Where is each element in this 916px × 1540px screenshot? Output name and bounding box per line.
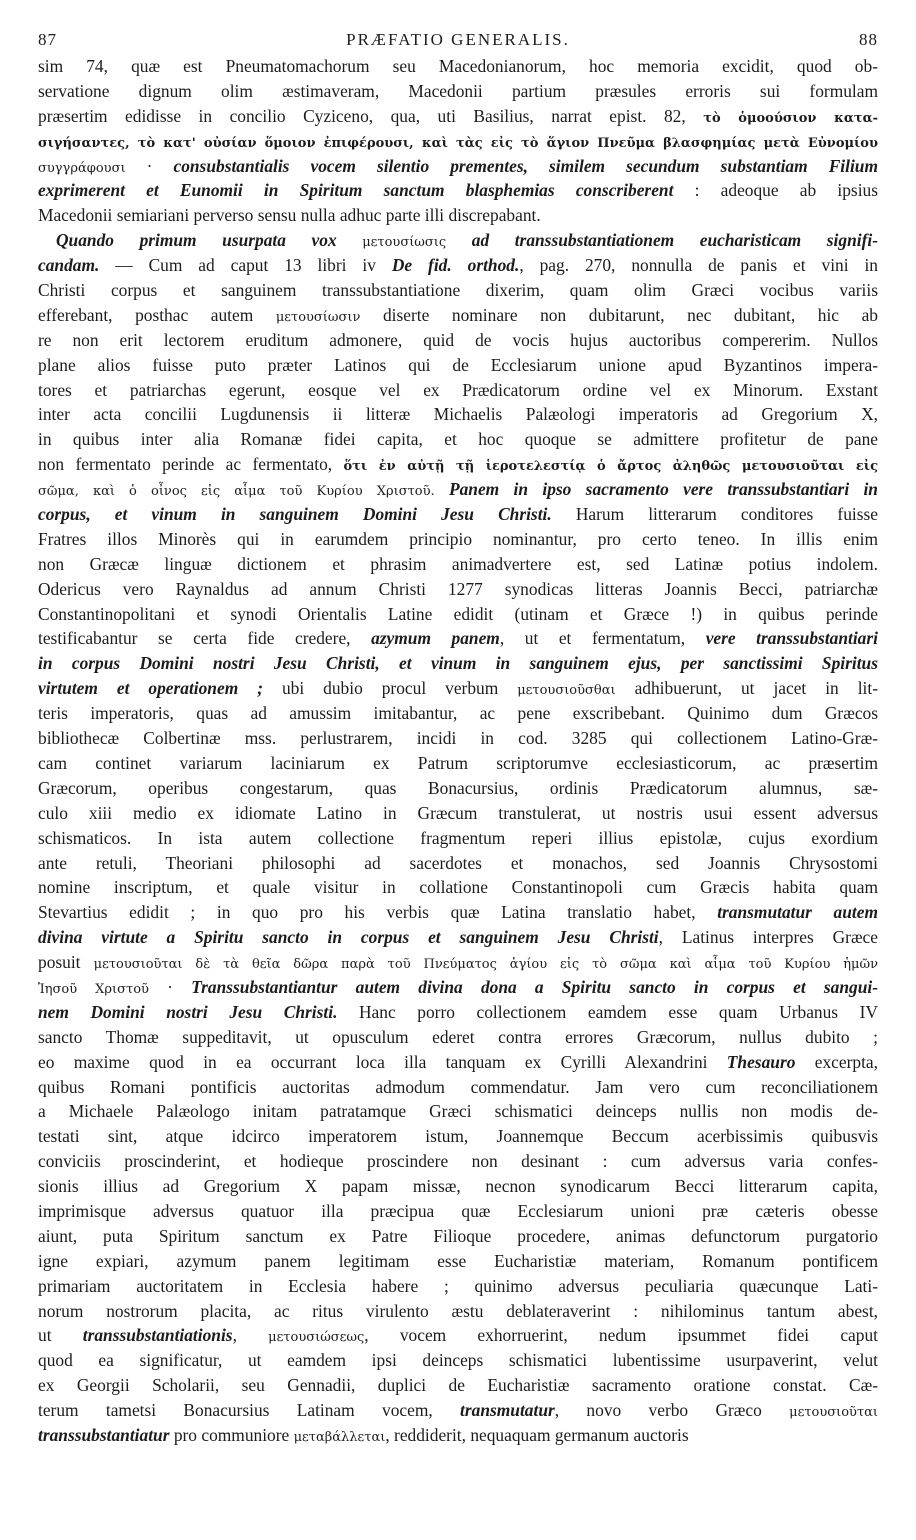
italic-run: vere transsubstantiari	[705, 628, 878, 649]
italic-run: transsubstantiatur	[38, 1424, 170, 1445]
text-line	[38, 1050, 878, 1075]
text-run: Odericus vero Raynaldus ad annum Christi 1277 synodicas litteras Joannis Becci, patriarchæ	[38, 578, 878, 599]
text-run: sancto Thomæ suppeditavit, ut opusculum ederet contra errores Græcorum, nullus dubito ;	[38, 1026, 878, 1047]
text-run: servatione dignum olim æstimaveram, Macedonii partium præsules erroris sui formulam	[38, 80, 878, 101]
text-run: ·	[125, 155, 174, 176]
text-line	[38, 1199, 878, 1224]
text-line	[38, 701, 878, 726]
greek-run: μετουσιοῦται δὲ τὰ θεῖα δῶρα παρὰ τοῦ Πνεύματος ἁγίου εἰς τὸ σῶμα καὶ αἷμα τοῦ Κυρίου ἡμῶν	[93, 957, 878, 973]
text-run: , reddiderit, nequaquam germanum auctoris	[385, 1424, 689, 1445]
text-run: sionis illius ad Gregorium X papam missæ, necnon synodicarum Becci litterarum capita,	[38, 1176, 878, 1197]
text-line	[38, 900, 878, 925]
text-line	[38, 1274, 878, 1299]
text-run: — Cum ad caput 13 libri iv	[99, 255, 392, 276]
text-line	[38, 79, 878, 104]
text-run: pro communiore	[169, 1424, 294, 1445]
text-line	[38, 626, 878, 651]
text-run: culo xiii medio ex idiomate Latino in Græcum transtulerat, ut nostris usui essent adversus	[38, 802, 878, 823]
text-run: quibus Romani pontificis auctoritas admodum commendatur. Jam vero cum reconciliationem	[38, 1076, 878, 1097]
text-run: quod ea significatur, ut eamdem ipsi deinceps schismatici lubentissime usurpaverint, velut	[38, 1350, 878, 1371]
text-run: testificabantur se certa fide credere,	[38, 628, 372, 649]
text-line	[38, 950, 878, 975]
text-run: sim 74, quæ est Pneumatomachorum seu Macedonianorum, hoc memoria excidit, quod ob-	[38, 56, 878, 76]
italic-run: ad transsubstantiationem eucharisticam signifi-	[446, 230, 878, 251]
italic-run: corpus, et vinum in sanguinem Domini Jesu Christi.	[38, 504, 552, 525]
greek-run: σιγήσαντες, τὸ κατ' οὐσίαν ὅμοιον ἐπιφέρουσι, καὶ τὰς εἰς τὸ ἅγιον Πνεῦμα βλασφημίας μετὰ Εὐνομίου	[38, 135, 878, 151]
text-line	[38, 129, 878, 154]
text-line	[38, 203, 878, 228]
text-run: Macedonii semiariani perverso sensu nulla adhuc parte illi discrepabant.	[38, 205, 541, 226]
text-run: re non erit lectorem eruditum admonere, quid de vocis hujus auctoribus compererim. Nullos	[38, 329, 878, 350]
greek-run: Ἰησοῦ Χριστοῦ	[38, 981, 149, 997]
text-line	[38, 1075, 878, 1100]
text-run: Fratres illos Minorès qui in earumdem principio nominantur, pro certo teneo. In illis enim	[38, 528, 878, 549]
greek-run: μετουσιώσεως	[268, 1330, 365, 1346]
text-line	[38, 726, 878, 751]
text-run: , ut et fermentatum,	[499, 628, 706, 649]
text-line	[38, 1224, 878, 1249]
text-line	[38, 1149, 878, 1174]
text-run: Christi corpus et sanguinem transsubstantiatione dixerim, quam olim Græci vocibus variis	[38, 280, 878, 301]
running-header	[38, 30, 878, 52]
text-run: plane alios fuisse puto præter Latinos qui de Ecclesiarum unione apud Byzantinos impera-	[38, 354, 878, 375]
text-line	[38, 1000, 878, 1025]
text-line	[38, 602, 878, 627]
greek-run: μεταβάλλεται	[293, 1429, 386, 1445]
text-line	[38, 751, 878, 776]
text-line	[38, 402, 878, 427]
text-run: cam continet variarum laciniarum ex Patrum scriptorumve ecclesiasticorum, ac præsertim	[38, 752, 878, 773]
text-line	[38, 278, 878, 303]
page-number-right: 88	[858, 30, 878, 49]
italic-run: transsubstantiationis	[82, 1325, 233, 1346]
text-body	[38, 54, 878, 1448]
text-run: Harum litterarum conditores fuisse	[551, 504, 878, 525]
text-run: , vocem exhorruerint, nedum ipsummet fidei caput	[364, 1325, 878, 1346]
text-line	[38, 104, 878, 129]
text-line	[38, 1249, 878, 1274]
text-line	[38, 1099, 878, 1124]
text-line	[38, 875, 878, 900]
text-line	[38, 851, 878, 876]
greek-run: μετουσιοῦσθαι	[517, 683, 616, 699]
greek-run: μετουσίωσιν	[275, 309, 361, 325]
text-run: eo maxime quod in ea occurrant loca illa tanquam ex Cyrilli Alexandrini	[38, 1051, 727, 1072]
text-run: terum tametsi Bonacursius Latinam vocem,	[38, 1400, 461, 1421]
text-run: ,	[232, 1325, 269, 1346]
text-line	[38, 1348, 878, 1373]
text-run: , Latinus interpres Græce	[658, 927, 878, 948]
greek-run: μετουσίωσις	[362, 235, 447, 251]
text-run: ut	[38, 1325, 83, 1346]
text-line	[38, 178, 878, 203]
text-line	[38, 1174, 878, 1199]
text-run: primariam auctoritatem in Ecclesia habere ; quinimo adversus peculiaria quæcunque Lati-	[38, 1275, 878, 1296]
text-run: Hanc porro collectionem eamdem esse quam Urbanus IV	[337, 1001, 878, 1022]
greek-run: συγγράφουσι	[38, 160, 126, 176]
text-run: Græcorum, operibus congestarum, quas Bonacursius, ordinis Prædicatorum alumnus, sæ-	[38, 777, 878, 798]
text-line	[38, 826, 878, 851]
greek-run: σῶμα, καὶ ὁ οἶνος εἰς αἷμα τοῦ Κυρίου Χριστοῦ.	[38, 484, 435, 500]
text-line	[38, 552, 878, 577]
italic-run: De fid. orthod.	[391, 255, 520, 276]
text-line	[38, 154, 878, 179]
text-line	[38, 925, 878, 950]
text-line	[38, 1323, 878, 1348]
text-line	[38, 1373, 878, 1398]
text-line	[38, 975, 878, 1000]
text-line	[38, 1299, 878, 1324]
text-run: bibliothecæ Colbertinæ mss. perlustrarem, incidi in cod. 3285 qui collectionem Latino-Græ-	[38, 728, 878, 749]
text-line	[38, 1025, 878, 1050]
italic-run: candam.	[38, 255, 100, 276]
italic-run: consubstantialis vocem silentio prementes, similem secundum substantiam Filium	[173, 155, 878, 176]
text-run: igne expiari, azymum panem legitimam esse Eucharistiæ materiam, Romanum pontificem	[38, 1250, 878, 1271]
text-run: efferebant, posthac autem	[38, 304, 276, 325]
text-run: a Michaele Palæologo initam patratamque Græci schismatici deinceps nullis non modis de-	[38, 1101, 878, 1122]
italic-run: Thesauro	[726, 1051, 796, 1072]
text-run: imprimisque adversus quatuor illa præcipua quæ Ecclesiarum unioni præ cæteris obesse	[38, 1200, 878, 1221]
italic-run: nem Domini nostri Jesu Christi.	[38, 1001, 338, 1022]
text-line	[38, 577, 878, 602]
greek-run: ὅτι ἐν αὐτῇ τῇ ἱεροτελεστίᾳ ὁ ἄρτος ἀληθῶς μετουσιοῦται εἰς	[343, 459, 878, 475]
text-line	[38, 303, 878, 328]
text-run: posuit	[38, 952, 94, 973]
italic-run: azymum panem	[371, 628, 500, 649]
text-run: non Græcæ linguæ dictionem et phrasim animadvertere est, sed Latinæ potius indolem.	[38, 553, 878, 574]
text-line	[38, 527, 878, 552]
text-run: teris imperatoris, quas ad amussim imitabantur, ac pene exscribebant. Quinimo dum Græcos	[38, 703, 878, 724]
text-run: ante retuli, Theoriani philosophi ad sacerdotes et monachos, sed Joannis Chrysostomi	[38, 852, 878, 873]
text-line	[38, 1398, 878, 1423]
text-run: testati sint, atque idcirco imperatorem istum, Joannemque Beccum acerbissimis quibusvis	[38, 1126, 878, 1147]
text-run: aiunt, puta Spiritum sanctum ex Patre Filioque procedere, animas defunctorum purgatorio	[38, 1225, 878, 1246]
text-line	[38, 378, 878, 403]
greek-run: μετουσιοῦται	[789, 1405, 878, 1421]
text-line	[38, 54, 878, 79]
italic-run: Panem in ipso sacramento vere transsubstantiari in	[434, 479, 878, 500]
text-line	[38, 353, 878, 378]
text-line	[38, 253, 878, 278]
text-run: , novo verbo Græco	[554, 1400, 790, 1421]
italic-run: Transsubstantiantur autem divina dona a Spiritu sancto in corpus et sangui-	[191, 976, 878, 997]
italic-run: transmutatur	[460, 1400, 555, 1421]
text-line	[38, 776, 878, 801]
text-run: schismaticos. In ista autem collectione fragmentum reperi illius epistolæ, cujus exordium	[38, 827, 878, 848]
italic-run: divina virtute a Spiritu sancto in corpus et sanguinem Jesu Christi	[38, 927, 659, 948]
text-run: ubi dubio procul verbum	[263, 678, 518, 699]
text-line	[38, 676, 878, 701]
text-run: , pag. 270, nonnulla de panis et vini in	[519, 255, 878, 276]
text-run: non fermentato perinde ac fermentato,	[38, 454, 344, 475]
italic-run: virtutem et operationem ;	[38, 678, 263, 699]
text-line	[38, 801, 878, 826]
text-run: conviciis proscinderint, et hodieque proscindere non desinant : cum adversus varia confes-	[38, 1151, 878, 1172]
text-run: tores et patriarchas egerunt, eosque vel ex Prædicatorum ordine vel ex Minorum. Exstant	[38, 379, 878, 400]
text-line	[38, 328, 878, 353]
text-line	[38, 228, 878, 253]
italic-run: in corpus Domini nostri Jesu Christi, et vinum in sanguinem ejus, per sanctissimi Spiritus	[38, 653, 878, 674]
text-run: in quibus inter alia Romanæ fidei capita, et hoc quoque se admittere profitetur de pane	[38, 429, 878, 450]
text-line	[38, 427, 878, 452]
italic-run: Quando primum usurpata vox	[56, 230, 363, 251]
text-run: inter acta concilii Lugdunensis ii litteræ Michaelis Palæologi imperatoris ad Gregorium X,	[38, 404, 878, 425]
italic-run: transmutatur autem	[717, 902, 878, 923]
text-run: nomine inscriptum, et quale visitur in collatione Constantinopoli cum Græcis habita quam	[38, 877, 878, 898]
text-run: excerpta,	[795, 1051, 878, 1072]
text-line	[38, 477, 878, 502]
text-run: : adeoque ab ipsius	[673, 180, 878, 201]
italic-run: exprimerent et Eunomii in Spiritum sanctum blasphemias conscriberent	[38, 180, 674, 201]
text-run: diserte nominare non dubitarunt, nec dubitant, hic ab	[360, 304, 878, 325]
text-line	[38, 1423, 878, 1448]
text-line	[38, 1124, 878, 1149]
text-run: Constantinopolitani et synodi Orientalis Latine edidit (utinam et Græce !) in quibus perinde	[38, 603, 878, 624]
text-run: Stevartius edidit ; in quo pro his verbis quæ Latina translatio habet,	[38, 902, 718, 923]
text-run: adhibuerunt, ut jacet in lit-	[615, 678, 878, 699]
greek-run: τὸ ὁμοούσιον κατα-	[703, 110, 878, 126]
text-line	[38, 502, 878, 527]
text-line	[38, 651, 878, 676]
text-run: norum nostrorum placita, ac ritus virulento æstu deblateraverint : nihilominus tantum abest,	[38, 1300, 878, 1321]
text-run: ·	[148, 976, 192, 997]
text-line	[38, 452, 878, 477]
text-run: ex Georgii Scholarii, seu Gennadii, duplici de Eucharistiæ sacramento oratione constat. Cæ-	[38, 1375, 878, 1396]
page-number-left: 87	[38, 30, 57, 49]
text-run: præsertim edidisse in concilio Cyziceno, qua, uti Basilius, narrat epist. 82,	[38, 105, 704, 126]
running-title: PRÆFATIO GENERALIS.	[346, 30, 570, 49]
